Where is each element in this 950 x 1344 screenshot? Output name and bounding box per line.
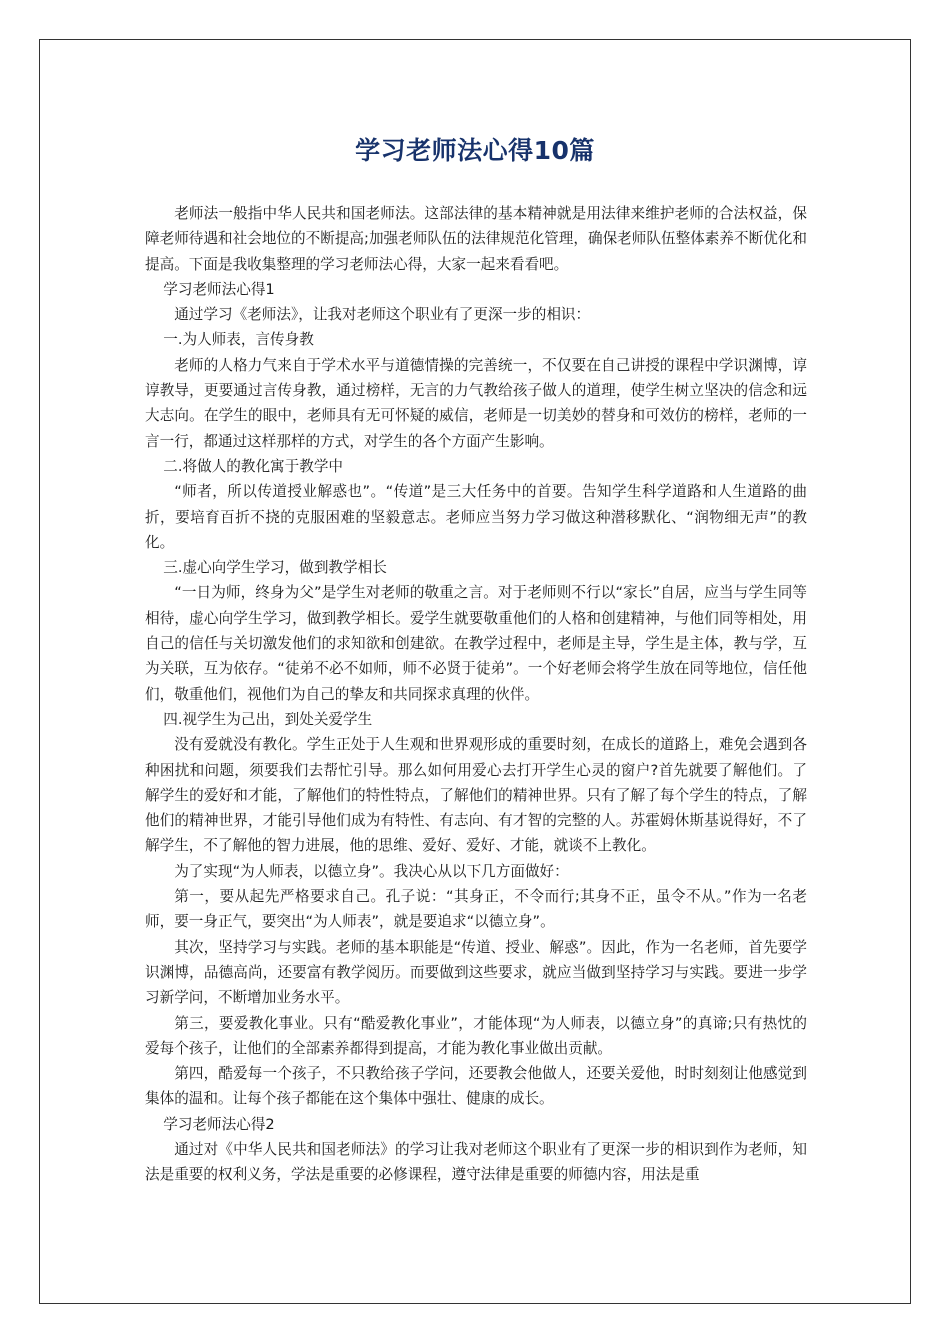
body-paragraph: “师者，所以传道授业解惑也”。“传道”是三大任务中的首要。告知学生科学道路和人生道路的曲折，要培育百折不挠的克服困难的坚毅意志。老师应当努力学习做这种潜移默化、“润物细无声”的教化。 <box>145 483 807 551</box>
body-paragraph: 没有爱就没有教化。学生正处于人生观和世界观形成的重要时刻，在成长的道路上，难免会遇到各种困扰和问题，须要我们去帮忙引导。那么如何用爱心去打开学生心灵的窗户?首先就要了解他们。了解学生的爱好和才能，了解他们的特性特点，了解他们的精神世界。只有了解了每个学生的特点，了解他们的精神世界，才能引导他们成为有特性、有志向、有才智的完整的人。苏霍姆休斯基说得好，不了解学生，不了解他的智力进展，他的思维、爱好、爱好、才能，就谈不上教化。 <box>145 736 807 855</box>
body-paragraph: 第三，要爱教化事业。只有“酷爱教化事业”，才能体现“为人师表，以德立身”的真谛;只有热忱的爱每个孩子，让他们的全部素养都得到提高，才能为教化事业做出贡献。 <box>145 1014 807 1057</box>
section-heading-1: 学习老师法心得1 <box>163 280 275 298</box>
body-paragraph: 通过对《中华人民共和国老师法》的学习让我对老师这个职业有了更深一步的相识到作为老师，知法是重要的权利义务，学法是重要的必修课程，遵守法律是重要的师德内容，用法是重 <box>145 1140 807 1184</box>
subheading-1: 一.为人师表，言传身教 <box>163 331 314 349</box>
body-paragraph: 第四，酷爱每一个孩子，不只教给孩子学问，还要教会他做人，还要关爱他，时时刻刻让他感觉到集体的温和。让每个孩子都能在这个集体中强壮、健康的成长。 <box>145 1065 807 1108</box>
body-paragraph: 通过学习《老师法》，让我对老师这个职业有了更深一步的相识： <box>174 306 591 324</box>
subheading-3: 三.虚心向学生学习，做到教学相长 <box>163 559 387 577</box>
body-paragraph: 其次，坚持学习与实践。老师的基本职能是“传道、授业、解惑”。因此，作为一名老师，首先要学识渊博，品德高尚，还要富有教学阅历。而要做到这些要求，就应当做到坚持学习与实践。要进一步学习新学问，不断增加业务水平。 <box>145 938 807 1007</box>
body-paragraph: 为了实现“为人师表，以德立身”。我决心从以下几方面做好： <box>174 862 569 880</box>
body-paragraph: “一日为师，终身为父”是学生对老师的敬重之言。对于老师则不行以“家长”自居，应当与学生同等相待，虚心向学生学习，做到教学相长。爱学生就要敬重他们的人格和创建精神，与他们同等相处，用自己的信任与关切激发他们的求知欲和创建欲。在教学过程中，老师是主导，学生是主体，教与学，互为关联，互为依存。“徒弟不必不如师，师不必贤于徒弟”。一个好老师会将学生放在同等地位，信任他们，敬重他们，视他们为自己的挚友和共同探求真理的伙伴。 <box>145 584 807 703</box>
intro-paragraph: 老师法一般指中华人民共和国老师法。这部法律的基本精神就是用法律来维护老师的合法权益，保障老师待遇和社会地位的不断提高;加强老师队伍的法律规范化管理，确保老师队伍整体素养不断优化和提高。下面是我收集整理的学习老师法心得，大家一起来看看吧。 <box>145 205 807 273</box>
body-paragraph: 第一，要从起先严格要求自己。孔子说：“其身正，不令而行;其身不正，虽令不从。”作为一名老师，要一身正气，要突出“为人师表”，就是要追求“以德立身”。 <box>145 888 807 931</box>
body-paragraph: 老师的人格力气来自于学术水平与道德情操的完善统一，不仅要在自己讲授的课程中学识渊博，谆谆教导，更要通过言传身教，通过榜样，无言的力气教给孩子做人的道理，使学生树立坚决的信念和远大志向。在学生的眼中，老师具有无可怀疑的威信，老师是一切美妙的替身和可效仿的榜样，老师的一言一行，都通过这样那样的方式，对学生的各个方面产生影响。 <box>145 356 807 450</box>
subheading-2: 二.将做人的教化寓于教学中 <box>163 457 344 475</box>
document-title: 学习老师法心得10篇 <box>355 136 595 165</box>
document-body <box>145 201 807 1188</box>
section-heading-2: 学习老师法心得2 <box>163 1115 275 1133</box>
subheading-4: 四.视学生为己出，到处关爱学生 <box>163 710 373 728</box>
